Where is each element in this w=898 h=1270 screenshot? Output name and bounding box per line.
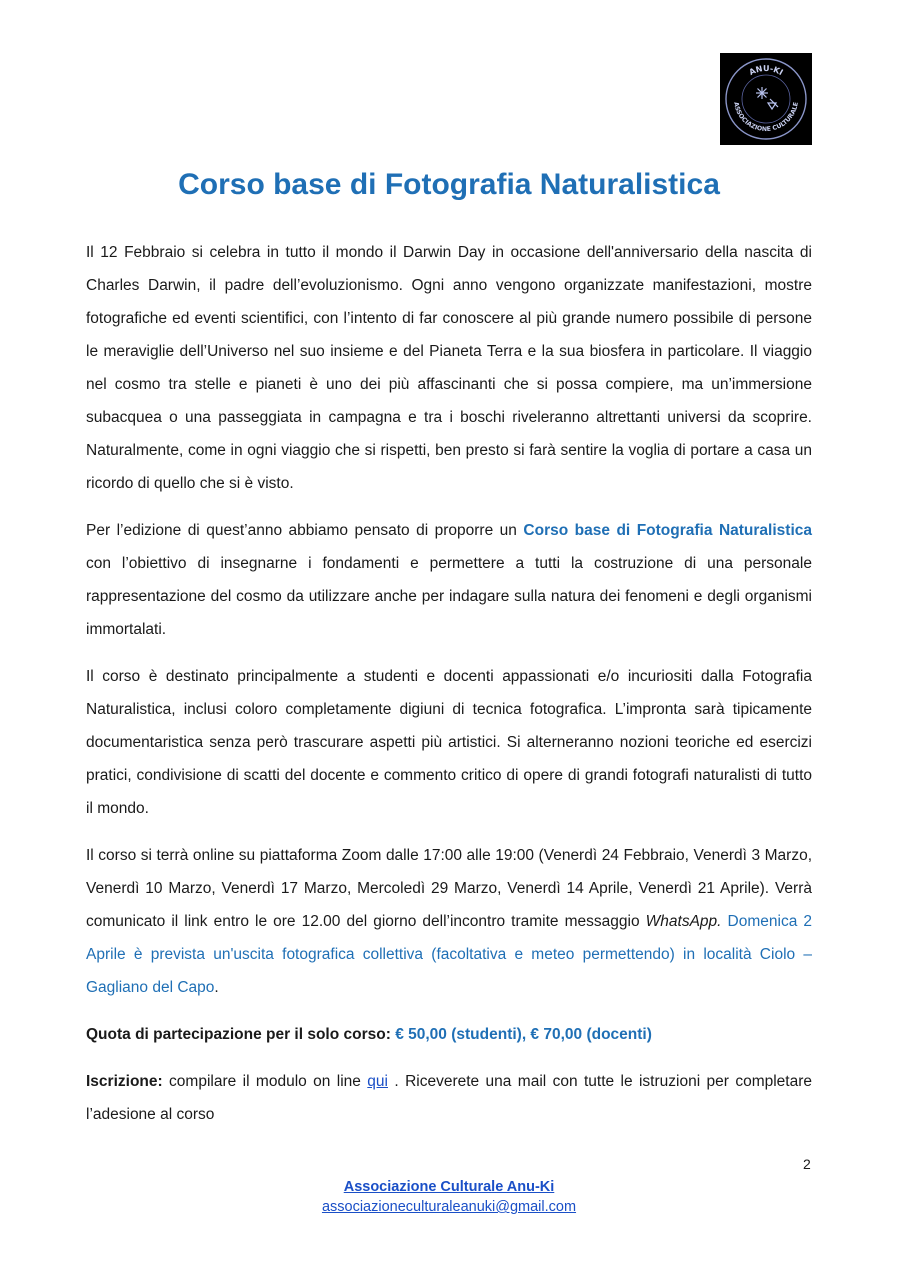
footer: [0, 1177, 898, 1217]
course-name-highlight: Corso base di Fotografia Naturalistica: [523, 522, 812, 539]
signup-before: compilare il modulo on line: [162, 1073, 368, 1090]
page-title: Corso base di Fotografia Naturalistica: [178, 168, 720, 201]
para2-before: Per l’edizione di quest’anno abbiamo pensato di proporre un: [86, 522, 524, 539]
signup-label: Iscrizione:: [86, 1073, 163, 1090]
paragraph-fee: [86, 1018, 812, 1051]
fee-label: Quota di partecipazione per il solo corso:: [86, 1026, 396, 1043]
footer-org-link[interactable]: Associazione Culturale Anu-Ki: [343, 1179, 555, 1195]
para2-after: con l’obiettivo di insegnarne i fondamenti e permettere a tutti la costruzione di una personale rappresentazione del cosmo da utilizzare anche per indagare sulla natura dei fenomeni e degli organismi immortalati.: [86, 555, 812, 638]
signup-after: . Riceverete una mail con tutte le istruzioni per completare l’adesione al corso: [86, 1073, 812, 1123]
svg-text:ASSOCIAZIONE CULTURALE: [732, 102, 800, 134]
outing-text: Domenica 2 Aprile è prevista un'uscita fotografica collettiva (facoltativa e meteo permettendo) in località Ciolo – Gagliano del Capo: [86, 913, 813, 996]
association-logo: [720, 53, 812, 145]
fee-value: € 50,00 (studenti), € 70,00 (docenti): [395, 1026, 652, 1043]
paragraph-signup: [86, 1065, 812, 1131]
logo-text-top: ANU-KI: [747, 63, 785, 78]
schedule-end: .: [214, 979, 219, 996]
logo-emblem-icon: [720, 53, 812, 145]
page-number: 2: [803, 1156, 811, 1172]
schedule-text: Il corso si terrà online su piattaforma Zoom dalle 17:00 alle 19:00 (Venerdì 24 Febbraio, Venerdì 3 Marzo, Venerdì 10 Marzo, Venerdì 17 Marzo, Mercoledì 29 Marzo, Venerdì 14 Aprile, Venerdì 21 Aprile). Verrà comunicato il link entro le ore 12.00 del giorno dell’incontro tramite messaggio: [86, 847, 812, 930]
footer-email-link[interactable]: associazioneculturaleanuki@gmail.com: [321, 1199, 577, 1215]
signup-link[interactable]: qui: [367, 1073, 388, 1090]
paragraph-audience: Il corso è destinato principalmente a studenti e docenti appassionati e/o incuriositi dalla Fotografia Naturalistica, inclusi coloro completamente digiuni di tecnica fotografica. L’impronta sarà tipicamente documentaristica senza però trascurare aspetti più artistici. Si alterneranno nozioni teoriche ed esercizi pratici, condivisione di scatti del docente e commento critico di opere di grandi fotografi naturalisti di tutto il mondo.: [86, 668, 812, 817]
whatsapp-label: WhatsApp.: [645, 913, 722, 930]
paragraph-course-intro: [86, 514, 812, 646]
logo-text-bottom: ASSOCIAZIONE CULTURALE: [732, 101, 800, 134]
paragraph-darwin-day: Il 12 Febbraio si celebra in tutto il mondo il Darwin Day in occasione dell'anniversario della nascita di Charles Darwin, il padre dell’evoluzionismo. Ogni anno vengono organizzate manifestazioni, mostre fotografiche ed eventi scientifici, con l’intento di far conoscere al più grande numero possibile di persone le meraviglie dell’Universo nel suo insieme e del Pianeta Terra e la sua biosfera in particolare. Il viaggio nel cosmo tra stelle e pianeti è uno dei più affascinanti che si possa compiere, ma un’immersione subacquea o una passeggiata in campagna e tra i boschi riveleranno altrettanti universi da scoprire. Naturalmente, come in ogni viaggio che si rispetti, ben presto si farà sentire la voglia di portare a casa un ricordo di quello che si è visto.: [86, 244, 812, 492]
paragraph-schedule: [86, 839, 812, 1004]
document-body: [86, 236, 812, 1131]
